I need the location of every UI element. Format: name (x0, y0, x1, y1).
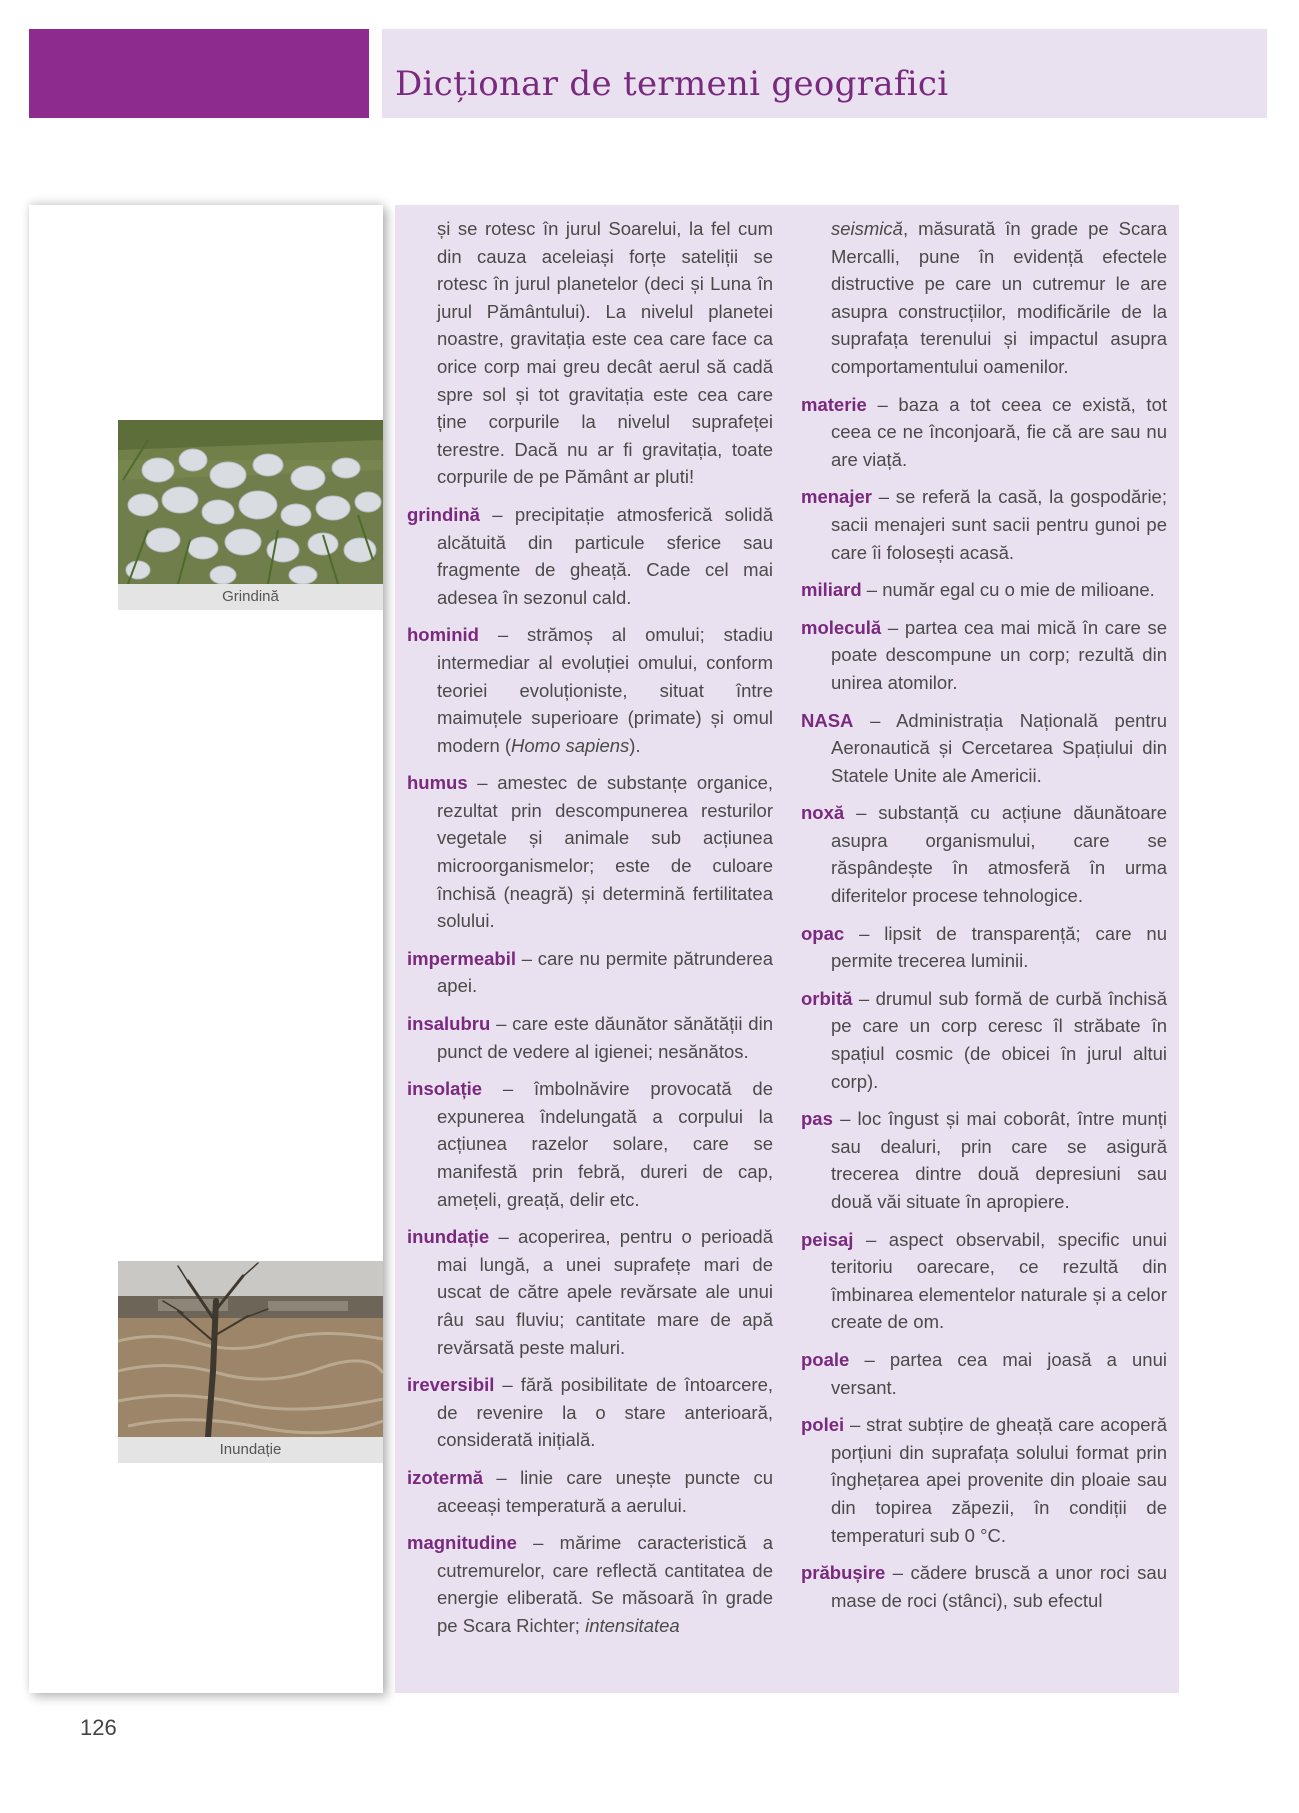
continuation-body: , măsurată în grade pe Scara Mercalli, pune în evidență efectele distructive pe care un cutremur le are asupra construcțiilor, modificările de la suprafața terenului și impactul asupra comportamentului oamenilor. (831, 218, 1167, 377)
glossary-definition: – loc îngust și mai coborât, între munți sau dealuri, prin care se asigură trecerea dintre două depresiuni sau două văi situate în apropiere. (831, 1108, 1167, 1212)
glossary-definition: – precipitație atmosferică solidă alcătuită din particule sferice sau fragmente de gheață. Cade cel mai adesea în sezonul cald. (437, 503, 773, 608)
glossary-entry (801, 1226, 1167, 1336)
glossary-definition: – partea cea mai mică în care se poate descompune un corp; rezultă din unirea atomilor. (831, 616, 1167, 693)
glossary-definition: – linie care unește puncte cu aceeași temperatură a aerului. (437, 1466, 773, 1516)
glossary-entry (407, 945, 773, 1000)
glossary-definition-end: ). (629, 734, 641, 756)
glossary-definition: – strat subțire de gheață care acoperă porțiuni din suprafața solului format prin înghețarea apei provenite din ploaie sau din topirea zăpezii, în condiții de temperaturi sub 0 °C. (831, 1414, 1167, 1546)
flood-caption: Inundație (219, 1441, 282, 1458)
glossary-definition: – fără posibilitate de întoarcere, de revenire la o stare anterioară, considerată inițială. (437, 1374, 773, 1451)
glossary-term: humus (407, 772, 468, 794)
glossary-definition: – strămoș al omului; stadiu intermediar al evoluției omului, conform teoriei evoluționiste, situat între maimuțele superioare (primate) și omul modern ( (437, 624, 773, 756)
glossary-definition: – partea cea mai joasă a unui versant. (831, 1348, 1167, 1398)
glossary-entry (407, 621, 773, 759)
glossary-entry (801, 1346, 1167, 1401)
glossary-term: orbită (801, 987, 853, 1009)
glossary-entry (407, 769, 773, 935)
glossary-italic: intensitatea (585, 1614, 680, 1636)
glossary-term: izotermă (407, 1466, 484, 1488)
glossary-entry (801, 483, 1167, 566)
continuation-text: și se rotesc în jurul Soarelui, la fel cum din cauza aceleiași forțe sateliții se rotesc în jurul planetelor (deci și Luna în jurul Pământului). La nivelul planetei noastre, gravitația este cea care face ca orice corp mai greu decât aerul să cadă spre sol și tot gravitația este cea care ține corpurile la nivelul suprafeței terestre. Dacă nu ar fi gravitația, toate corpurile de pe Pământ ar pluti! (437, 218, 773, 488)
glossary-term: pas (801, 1108, 833, 1130)
page-title: Dicționar de termeni geografici (395, 64, 949, 104)
glossary-definition: – lipsit de transparență; care nu permite trecerea luminii. (831, 922, 1167, 972)
glossary-left-column (407, 215, 773, 1650)
glossary-definition: – care este dăunător sănătății din punct de vedere al igienei; nesănătos. (437, 1013, 773, 1062)
flood-figure (118, 1261, 383, 1463)
glossary-entry (801, 614, 1167, 697)
glossary-entry (801, 1559, 1167, 1614)
continuation-text (801, 215, 1167, 381)
glossary-term: hominid (407, 624, 479, 646)
glossary-definition: – substanță cu acțiune dăunătoare asupra organismului, care se răspândește în atmosferă în urma diferitelor procese tehnologice. (831, 802, 1167, 907)
glossary-term: insolație (407, 1078, 483, 1100)
glossary-term: menajer (801, 486, 872, 508)
glossary-italic: Homo sapiens (511, 734, 630, 756)
glossary-term: magnitudine (407, 1532, 517, 1554)
glossary-entry (407, 1075, 773, 1213)
glossary-term: materie (801, 393, 867, 415)
glossary-definition: – baza a tot ceea ce există, tot ceea ce ne înconjoară, fie că are sau nu are viață. (831, 393, 1167, 470)
glossary-entry (407, 1371, 773, 1454)
glossary-definition: – drumul sub formă de curbă închisă pe care un corp ceresc îl străbate în spațiul cosmic (de obicei în jurul altui corp). (831, 987, 1167, 1092)
glossary-definition: – care nu permite pătrunderea apei. (437, 947, 773, 997)
glossary-term: insalubru (407, 1013, 491, 1035)
glossary-term: NASA (801, 709, 854, 731)
header-accent-bar (29, 29, 369, 118)
glossary-definition: – aspect observabil, specific unui teritoriu oarecare, ce rezultă din îmbinarea elementelor naturale și a celor create de om. (831, 1228, 1167, 1333)
glossary-definition: – mărime caracteristică a cutremurelor, care reflectă cantitatea de energie eliberată. Se măsoară în grade pe Scara Richter; (437, 1532, 773, 1636)
flood-photo-icon (118, 1261, 383, 1437)
glossary-entry (407, 1010, 773, 1065)
glossary-entry (801, 1105, 1167, 1215)
glossary-entry (801, 799, 1167, 909)
glossary-definition: – acoperirea, pentru o perioadă mai lungă, a unei suprafețe mari de uscat de către apele revărsate ale unui râu sau fluviu; cantitate mare de apă revărsată peste maluri. (437, 1226, 773, 1358)
glossary-right-column (801, 215, 1167, 1624)
glossary-term: polei (801, 1414, 845, 1436)
glossary-term: inundație (407, 1226, 490, 1248)
glossary-term: opac (801, 922, 845, 944)
glossary-entry (801, 391, 1167, 474)
hail-figure (118, 420, 383, 610)
glossary-definition: – îmbolnăvire provocată de expunerea îndelungată a corpului la acțiunea razelor solare, care se manifestă prin febră, dureri de cap, amețeli, greață, delir etc. (437, 1078, 773, 1210)
hail-photo-icon (118, 420, 383, 584)
glossary-panel (395, 205, 1179, 1693)
glossary-entry (801, 1411, 1167, 1549)
glossary-term: ireversibil (407, 1374, 495, 1396)
glossary-definition: – Administrația Națională pentru Aeronautică și Cercetarea Spațiului din Statele Unite ale Americii. (831, 709, 1167, 786)
glossary-entry (407, 1223, 773, 1361)
glossary-term: noxă (801, 802, 845, 824)
glossary-entry (407, 1529, 773, 1639)
glossary-definition: – număr egal cu o mie de milioane. (861, 579, 1155, 601)
glossary-entry (801, 985, 1167, 1095)
glossary-entry (801, 707, 1167, 790)
glossary-definition: – cădere bruscă a unor roci sau mase de roci (stânci), sub efectul (831, 1562, 1167, 1611)
continuation-italic: seismică (831, 218, 903, 239)
glossary-term: prăbușire (801, 1562, 886, 1584)
glossary-term: grindină (407, 503, 480, 525)
glossary-definition: – se referă la casă, la gospodărie; sacii menajeri sunt sacii pentru gunoi pe care îi folosești acasă. (831, 486, 1167, 563)
glossary-entry (801, 576, 1167, 604)
glossary-term: peisaj (801, 1228, 854, 1250)
glossary-definition: – amestec de substanțe organice, rezultat prin descompunerea resturilor vegetale și animale sub acțiunea microorganismelor; este de culoare închisă (neagră) și determină fertilitatea solului. (437, 772, 773, 932)
page-number: 126 (80, 1715, 117, 1740)
glossary-term: poale (801, 1348, 850, 1370)
glossary-term: moleculă (801, 616, 882, 638)
hail-caption: Grindină (222, 588, 279, 605)
glossary-entry (801, 920, 1167, 975)
glossary-term: impermeabil (407, 947, 516, 969)
glossary-entry (407, 1464, 773, 1519)
glossary-term: miliard (801, 579, 862, 601)
glossary-entry (407, 501, 773, 611)
